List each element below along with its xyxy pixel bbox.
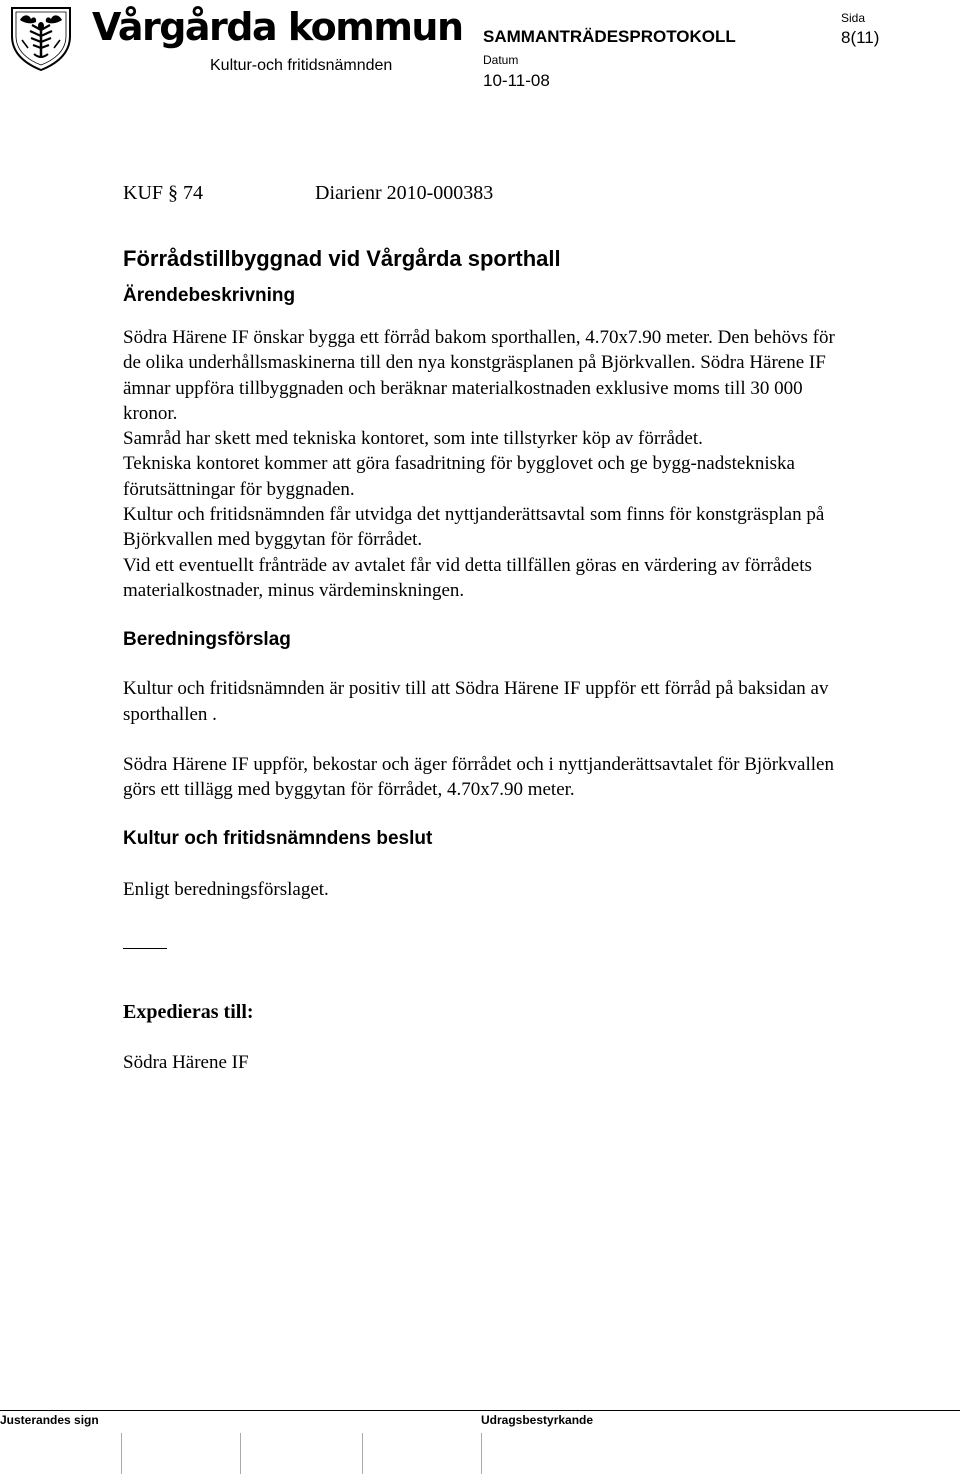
description-paragraph: Södra Härene IF önskar bygga ett förråd bakom sporthallen, 4.70x7.90 meter. Den behövs för de olika underhållsmaskinerna till den nya konstgräsplanen på Björkvallen. Södra Härene IF ämnar uppföra tillbyggnaden och beräknar materialkostnaden exklusive moms till 30 000 kronor. bbox=[123, 327, 835, 424]
municipal-coat-of-arms-logo bbox=[6, 4, 76, 72]
protocol-body bbox=[123, 180, 843, 1075]
description-heading: Ärendebeskrivning bbox=[123, 285, 296, 306]
decision-heading: Kultur och fritidsnämndens beslut bbox=[123, 828, 433, 850]
excerpt-certification-label: Udragsbestyrkande bbox=[481, 1413, 594, 1427]
separator-line bbox=[123, 948, 167, 949]
proposal-heading: Beredningsförslag bbox=[123, 629, 291, 651]
signature-box-divider bbox=[121, 1433, 122, 1474]
paragraph-reference: KUF § 74 bbox=[123, 182, 204, 204]
meeting-date: 10-11-08 bbox=[483, 71, 550, 90]
dispatch-heading: Expedieras till: bbox=[123, 1000, 254, 1023]
proposal-paragraph: Kultur och fritidsnämnden är positiv till att Södra Härene IF uppför ett förråd på baksidan av sporthallen . bbox=[123, 678, 829, 725]
proposal-paragraph: Södra Härene IF uppför, bekostar och äger förrådet och i nyttjanderättsavtalet för Björkvallen görs ett tillägg med byggytan för förrådet, 4.70x7.90 meter. bbox=[123, 753, 834, 801]
signature-box-divider bbox=[481, 1433, 482, 1474]
description-paragraph: Samråd har skett med tekniska kontoret, som inte tillstyrker köp av förrådet. bbox=[123, 428, 703, 450]
adjuster-signature-label: Justerandes sign bbox=[0, 1413, 99, 1427]
page-label: Sida bbox=[841, 11, 866, 25]
description-paragraph: Vid ett eventuellt frånträde av avtalet får vid detta tillfällen göras en värdering av förrådets materialkostnader, minus värdeminskningen. bbox=[123, 554, 812, 601]
description-paragraph: Kultur och fritidsnämnden får utvidga det nyttjanderättsavtal som finns för konstgräsplan på Björkvallen med byggytan för förrådet. bbox=[123, 504, 825, 551]
decision-text: Enligt beredningsförslaget. bbox=[123, 879, 329, 901]
case-title: Förrådstillbyggnad vid Vårgårda sporthall bbox=[123, 246, 561, 271]
page-number: 8(11) bbox=[841, 28, 880, 47]
footer-rule bbox=[0, 1410, 960, 1411]
municipality-name: Vårgårda kommun bbox=[92, 5, 463, 49]
dispatch-recipient: Södra Härene IF bbox=[123, 1051, 249, 1073]
description-section bbox=[123, 325, 843, 603]
case-reference-line bbox=[123, 180, 843, 206]
signature-box-divider bbox=[362, 1433, 363, 1474]
diary-number: Diarienr 2010-000383 bbox=[315, 182, 494, 204]
description-paragraph: Tekniska kontoret kommer att göra fasadritning för bygglovet och ge bygg-nadstekniska förutsättningar för byggnaden. bbox=[123, 453, 795, 500]
date-label: Datum bbox=[483, 53, 519, 67]
document-type: SAMMANTRÄDESPROTOKOLL bbox=[483, 27, 736, 46]
committee-name: Kultur-och fritidsnämnden bbox=[210, 57, 393, 74]
signature-box-divider bbox=[240, 1433, 241, 1474]
